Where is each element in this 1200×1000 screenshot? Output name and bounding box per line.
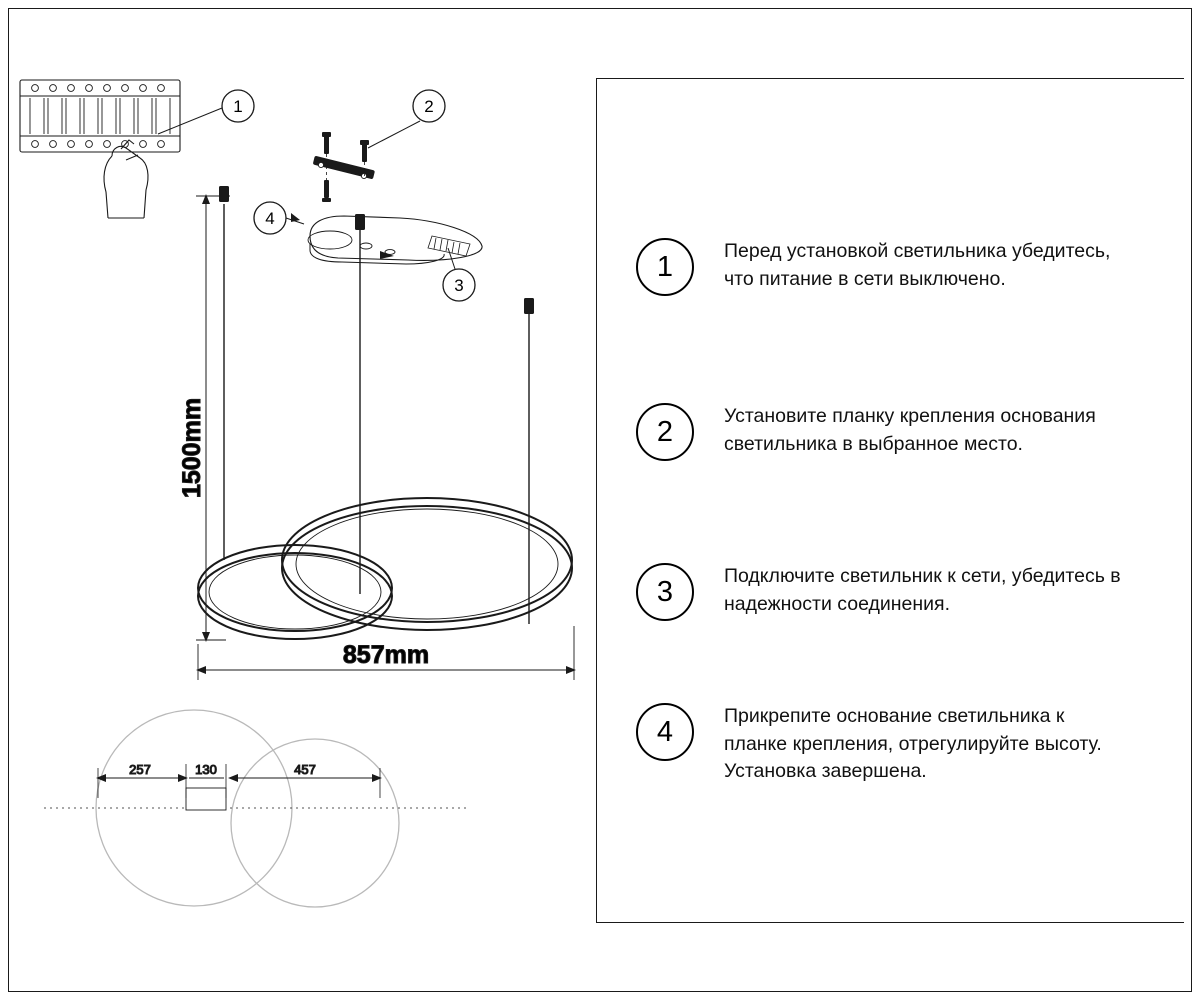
mounting-bracket-illustration [313,132,375,202]
callout-2-label: 2 [424,97,434,116]
step-1-line-1: Перед установкой светильника убедитесь, [724,240,1111,262]
plan-view [96,710,399,907]
step-3-line-2: надежности соединения. [724,592,951,615]
suspension-cables [224,204,529,624]
step-4-text [724,703,1164,786]
step-2-line-2: светильника в выбранное место. [724,432,1023,455]
callout-4 [254,202,394,259]
step-3-line-1: Подключите светильник к сети, убедитесь в [724,565,1121,587]
step-2-line-1: Установите планку крепления основания [724,405,1096,427]
callout-4-label: 4 [265,209,275,228]
height-dimension-label: 1500mm [178,397,206,499]
instruction-steps [596,78,1184,922]
step-1-number: 1 [636,238,694,296]
step-4-line-2: планке крепления, отрегулируйте высоту. [724,732,1102,755]
technical-drawing [8,8,596,992]
step-2-number: 2 [636,403,694,461]
divider-bottom-rule [596,922,1184,923]
canopy-illustration [308,216,482,264]
plan-dimension-left-label: 257 [129,762,151,777]
luminaire-rings [198,498,572,639]
plan-dimension-center-label: 130 [195,762,217,777]
step-4-line-1: Прикрепите основание светильника к [724,705,1065,727]
step-3-text [724,563,1164,618]
step-4-line-3: Установка завершена. [724,760,927,783]
step-1-line-2: что питание в сети выключено. [724,267,1006,290]
step-2-text [724,403,1164,458]
callout-1-label: 1 [233,97,243,116]
step-4-number: 4 [636,703,694,761]
width-dimension-label: 857mm [342,641,430,669]
plan-dimension-right-label: 457 [294,762,316,777]
step-3-number: 3 [636,563,694,621]
callout-3-label: 3 [454,276,464,295]
step-1-text [724,238,1164,293]
terminal-block-illustration [20,80,180,218]
